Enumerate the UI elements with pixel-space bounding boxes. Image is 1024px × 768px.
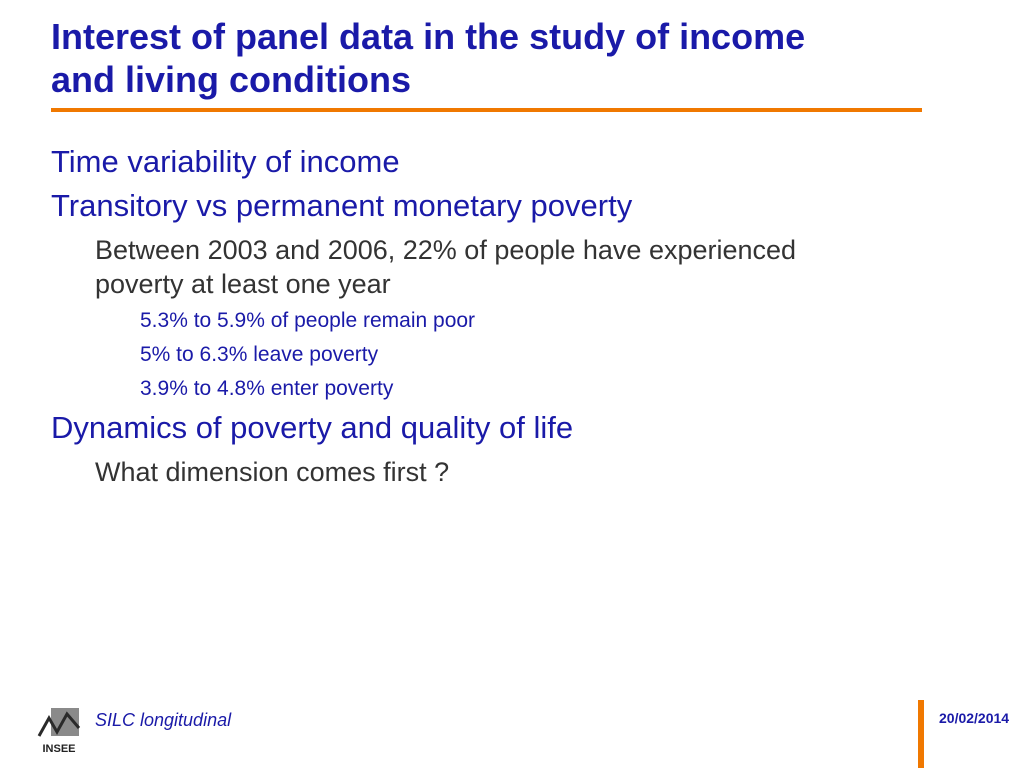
footer-accent-bar — [918, 700, 924, 768]
bullet-transitory-vs-permanent: Transitory vs permanent monetary poverty — [51, 188, 633, 223]
sub-sub-bullet-list — [140, 304, 951, 406]
sub-bullet-poverty-experience-line-2: poverty at least one year — [95, 269, 391, 299]
slide-content — [51, 140, 951, 489]
insee-logo — [37, 706, 81, 756]
slide-title — [51, 15, 931, 101]
bullet-time-variability: Time variability of income — [51, 144, 400, 179]
footer-label: SILC longitudinal — [95, 710, 232, 730]
sub-sub-bullet-remain-poor: 5.3% to 5.9% of people remain poor — [140, 309, 476, 332]
sub-sub-bullet-leave-poverty: 5% to 6.3% leave poverty — [140, 343, 379, 366]
slide-title-line-2: and living conditions — [51, 59, 411, 100]
bullet-dynamics-quality-of-life: Dynamics of poverty and quality of life — [51, 410, 574, 445]
sub-bullet-what-dimension: What dimension comes first ? — [95, 457, 450, 487]
title-underline-divider — [51, 108, 922, 112]
sub-sub-bullet-enter-poverty: 3.9% to 4.8% enter poverty — [140, 377, 394, 400]
sub-bullet-poverty-experience-line-1: Between 2003 and 2006, 22% of people have experienced — [95, 235, 797, 265]
footer-date: 20/02/2014 — [939, 710, 1010, 726]
insee-logo-text: INSEE — [42, 743, 76, 755]
slide-title-line-1: Interest of panel data in the study of income — [51, 16, 806, 57]
sub-bullet-poverty-experience — [95, 228, 951, 301]
